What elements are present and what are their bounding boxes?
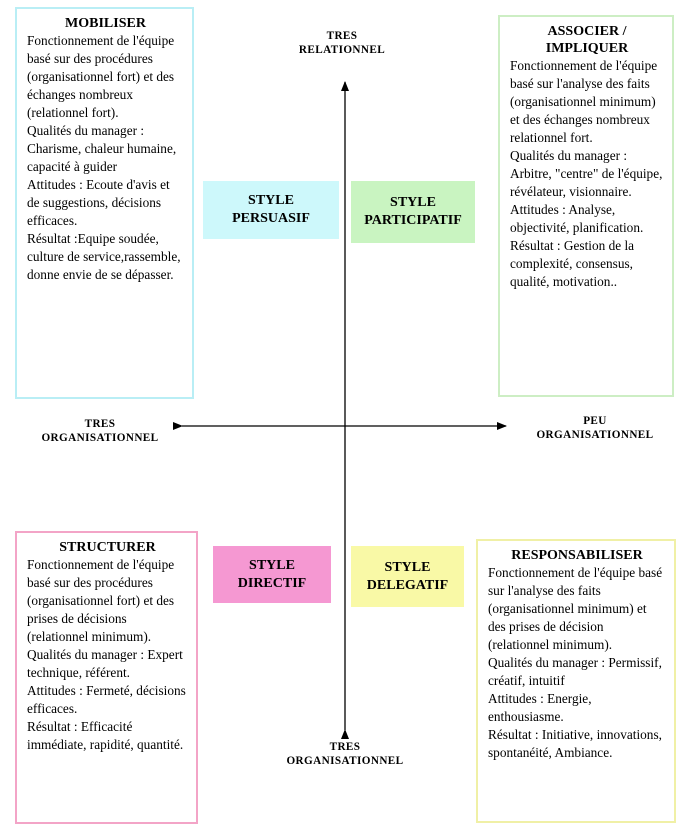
box-title: MOBILISER xyxy=(65,16,146,31)
box-paragraph: Fonctionnement de l'équipe basé sur l'analyse des faits (organisationnel minimum) et des échanges nombreux relationnel fort. xyxy=(510,58,658,145)
box-paragraph: Résultat : Efficacité immédiate, rapidité, quantité. xyxy=(27,719,184,752)
box-paragraph: Résultat :Equipe soudée, culture de service,rassemble, donne envie de se dépasser. xyxy=(27,231,181,282)
style-persuasif: STYLE PERSUASIF xyxy=(203,181,339,239)
box-paragraph: Qualités du manager : Permissif, créatif, intuitif xyxy=(488,655,662,688)
style-delegatif: STYLE DELEGATIF xyxy=(351,546,464,607)
box-paragraph: Attitudes : Analyse, objectivité, planification. xyxy=(510,202,644,235)
box-associer-impliquer xyxy=(498,15,674,397)
box-mobiliser xyxy=(15,7,194,399)
axis-label-right: PEU ORGANISATIONNEL xyxy=(536,415,654,441)
box-responsabiliser xyxy=(476,539,676,823)
box-paragraph: Qualités du manager : Expert technique, référent. xyxy=(27,647,183,680)
box-title: RESPONSABILISER xyxy=(511,548,643,563)
box-paragraph: Fonctionnement de l'équipe basé sur des procédures (organisationnel fort) et des échanges nombreux (relationnel fort). xyxy=(27,33,175,120)
box-structurer xyxy=(15,531,198,824)
box-paragraph: Qualités du manager : Arbitre, "centre" de l'équipe, révélateur, visionnaire. xyxy=(510,148,663,199)
style-participatif: STYLE PARTICIPATIF xyxy=(351,181,475,243)
box-paragraph: Résultat : Initiative, innovations, spontanéité, Ambiance. xyxy=(488,727,662,760)
box-paragraph: Fonctionnement de l'équipe basé sur des procédures (organisationnel fort) et des prises de décisions (relationnel minimum). xyxy=(27,557,175,644)
style-directif: STYLE DIRECTIF xyxy=(213,546,331,603)
box-title: ASSOCIER / IMPLIQUER xyxy=(545,24,629,56)
box-paragraph: Attitudes : Ecoute d'avis et de suggestions, décisions efficaces. xyxy=(27,177,170,228)
axis-label-top: TRES RELATIONNEL xyxy=(298,30,386,56)
axis-label-left: TRES ORGANISATIONNEL xyxy=(41,418,159,444)
box-paragraph: Attitudes : Energie, enthousiasme. xyxy=(488,691,592,724)
axis-label-bottom: TRES ORGANISATIONNEL xyxy=(286,741,404,767)
box-paragraph: Résultat : Gestion de la complexité, consensus, qualité, motivation.. xyxy=(510,238,635,289)
box-paragraph: Attitudes : Fermeté, décisions efficaces. xyxy=(27,683,186,716)
box-paragraph: Fonctionnement de l'équipe basé sur l'analyse des faits (organisationnel minimum) et des prises de décision (relationnel minimum). xyxy=(488,565,663,652)
box-paragraph: Qualités du manager : Charisme, chaleur humaine, capacité à guider xyxy=(27,123,177,174)
box-title: STRUCTURER xyxy=(59,540,156,555)
